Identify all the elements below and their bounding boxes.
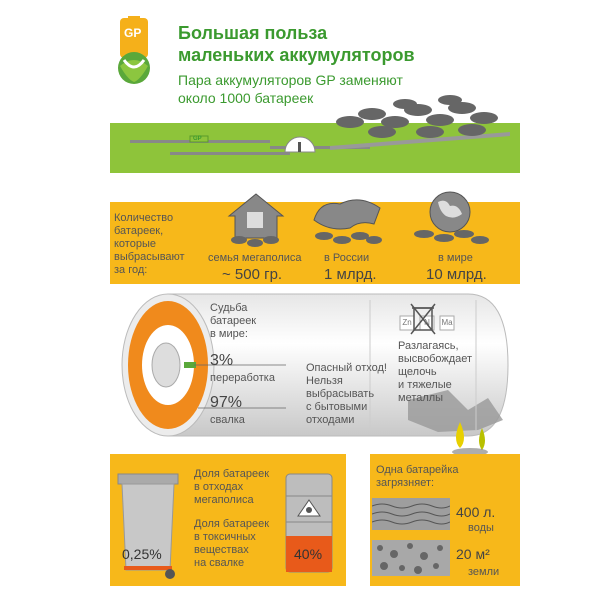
russia-label: в России	[324, 252, 370, 264]
decay-l2: высвобождает	[398, 353, 473, 365]
toxic-barrel-icon	[284, 472, 334, 581]
subtitle-line2: около 1000 батареек	[178, 90, 314, 106]
russia-map-icon	[310, 190, 384, 253]
subtitle-line1: Пара аккумуляторов GP заменяют	[178, 72, 403, 88]
question-l1: Количество	[114, 212, 174, 224]
question-l5: за год:	[114, 264, 148, 276]
danger-l5: отходами	[306, 414, 355, 426]
water-layer-icon	[372, 498, 450, 535]
element-ma: Ma	[441, 318, 453, 327]
family-label: семья мегаполиса	[208, 252, 302, 264]
share-toxic-l4: на свалке	[194, 557, 245, 569]
danger-l2: Нельзя	[306, 375, 343, 387]
decay-l3: щелочь	[398, 366, 437, 378]
share-toxic-l2: в токсичных	[194, 531, 256, 543]
logo-text: GP	[124, 26, 142, 40]
poster	[80, 0, 520, 600]
soil-value: 20 м²	[456, 546, 490, 562]
question-l3: которые	[114, 238, 156, 250]
bin-value: 0,25%	[122, 546, 162, 562]
decay-l1: Разлагаясь,	[398, 340, 459, 352]
fate-l3: в мире:	[210, 328, 248, 340]
soil-layer-icon	[372, 540, 450, 581]
trash-bin-icon	[116, 470, 180, 585]
recycle-label: переработка	[210, 372, 275, 384]
water-value: 400 л.	[456, 504, 496, 520]
title-line2: маленьких аккумуляторов	[178, 45, 415, 65]
question-l2: батареек,	[114, 225, 164, 237]
landfill-label: свалка	[210, 414, 245, 426]
family-value: ~ 500 гр.	[222, 266, 283, 283]
landfill-value: 97%	[210, 394, 243, 411]
scale-gp-label: GP	[193, 136, 202, 142]
scale-illustration	[120, 92, 520, 172]
world-value: 10 млрд.	[426, 266, 487, 283]
share-waste-l1: Доля батареек	[194, 468, 270, 480]
danger-l4: с бытовыми	[306, 401, 368, 413]
recycle-value: 3%	[210, 352, 234, 369]
globe-icon	[410, 186, 490, 253]
share-waste-l3: мегаполиса	[194, 494, 254, 506]
danger-l1: Опасный отход!	[306, 362, 387, 374]
title-line1: Большая польза	[178, 23, 328, 43]
danger-l3: выбрасывать	[306, 388, 375, 400]
question-l4: выбрасывают	[114, 251, 185, 263]
decay-l4: и тяжелые	[398, 379, 452, 391]
pollutes-l2: загрязняет:	[376, 477, 435, 489]
share-toxic-l1: Доля батареек	[194, 518, 270, 530]
barrel-value: 40%	[294, 546, 323, 562]
soil-label: земли	[468, 566, 500, 578]
share-waste-l2: в отходах	[194, 481, 244, 493]
pollutes-l1: Одна батарейка	[376, 464, 459, 476]
decay-l5: металлы	[398, 392, 444, 404]
element-n: N	[424, 318, 430, 327]
world-label: в мире	[438, 252, 473, 264]
fate-l2: батареек	[210, 315, 257, 327]
share-toxic-l3: веществах	[194, 544, 249, 556]
house-icon	[225, 188, 287, 253]
fate-l1: Судьба	[210, 302, 248, 314]
element-zn: Zn	[402, 318, 412, 327]
water-label: воды	[468, 522, 494, 534]
russia-value: 1 млрд.	[324, 266, 377, 283]
